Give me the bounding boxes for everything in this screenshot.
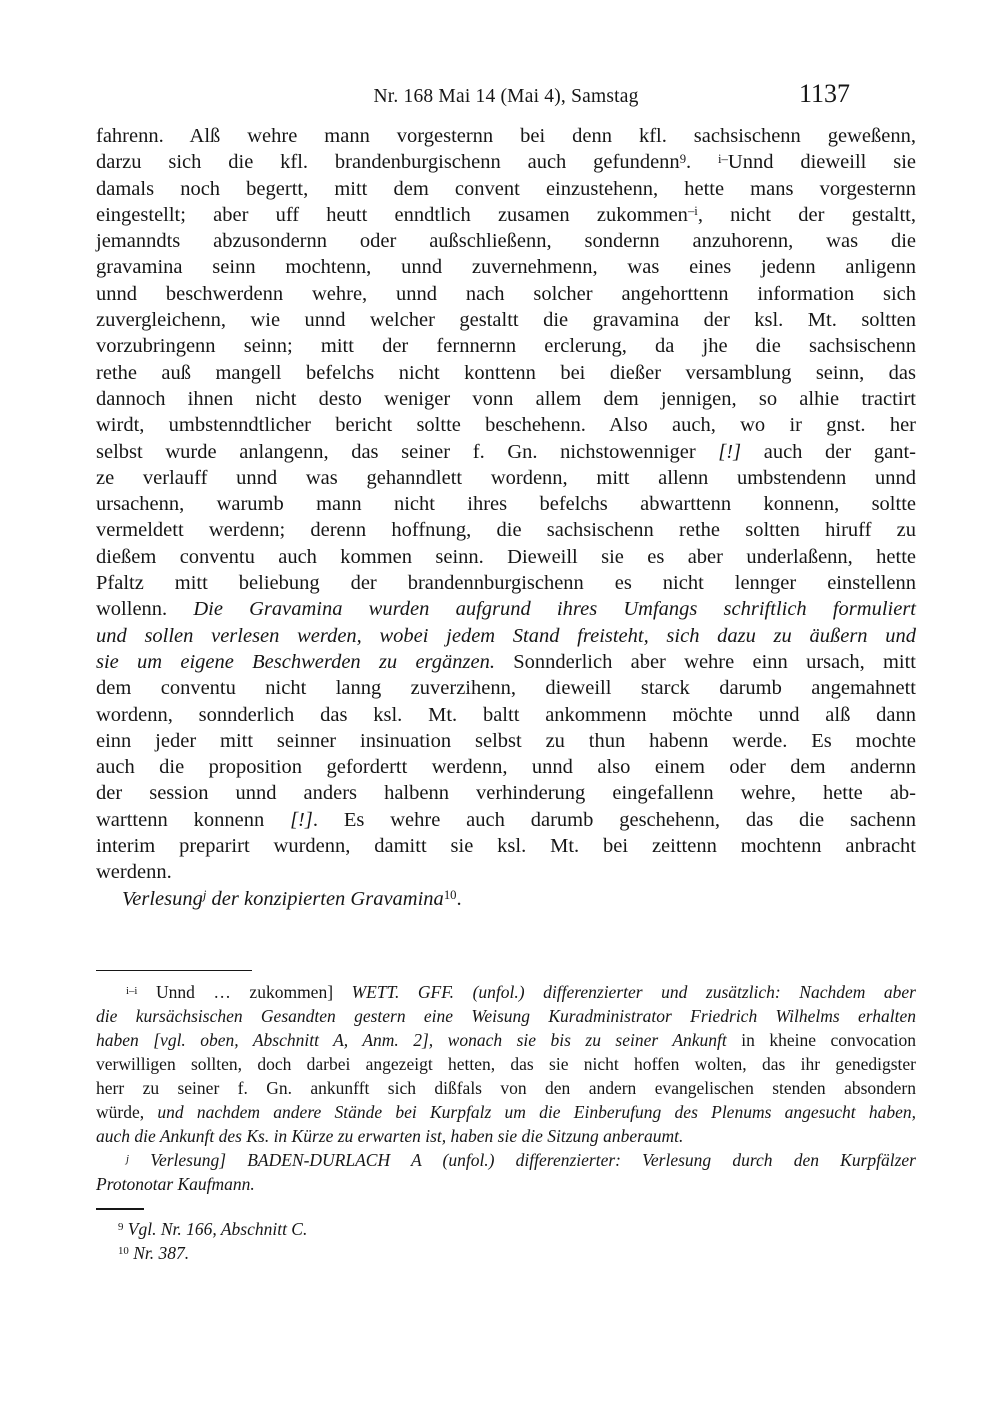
text-run: wollenn. [96,598,194,621]
text-run: Pfaltz mitt beliebung der brandennburgischenn es nicht lennger einstellenn [96,572,916,595]
text-line [96,1100,916,1124]
numbered-footnote-separator-rule [96,1208,144,1210]
text-line [96,780,916,806]
text-line [96,649,916,675]
text-run: dannoch ihnen nicht desto weniger vonn allem dem jennigen, so alhie tractirt [96,387,916,410]
numbered-footnotes [96,1217,916,1265]
text-line [96,702,916,728]
text-run: ursachenn, warumb mann nicht ihres befelchs abwarttenn konnenn, soltte [96,493,916,516]
text-line [96,754,916,780]
text-run: Nr. 387. [133,1242,190,1263]
text-line [96,360,916,386]
text-run: WETT. GFF. (unfol.) differenzierter und zusätzlich: Nachdem aber [351,982,916,1003]
text-run: verwilligen sollten, doch darbei angezeigt hetten, das sie nicht hoffen wolten, das ihr genedigster [96,1054,916,1075]
text-run: vermeldett werdenn; derenn hoffnung, die sachsischenn rethe soltten hiruff zu [96,519,916,542]
text-line [96,728,916,754]
text-run: fahrenn. Alß wehre mann vorgesternn bei denn kfl. sachsischenn geweßenn, [96,125,916,147]
footnote-marker: i– [718,151,728,166]
text-run: auch die Ankunft des Ks. in Kürze zu erwarten ist, haben sie die Sitzung anberaumt. [96,1126,684,1147]
text-line [96,859,916,885]
running-header [96,79,916,110]
text-run: Unnd dieweill sie [727,151,916,174]
page-number: 1137 [798,79,850,108]
text-run: dießem conventu auch kommen seinn. Dieweill sie es aber underlaßenn, hette [96,545,916,568]
text-line [96,1076,916,1100]
text-line [96,491,916,517]
text-run: der session unnd anders halbenn verhinderung eingefallenn wehre, hette ab- [96,782,916,805]
text-run: vorzubringenn seinn; mitt der fernnernn erclerung, da jhe die sachsischenn [96,335,916,358]
text-run: auch der gant- [741,440,916,463]
text-line [96,202,916,228]
text-line [96,254,916,280]
type-area [96,79,917,1265]
text-run: dem conventu nicht lanng zuverzihenn, dieweill starck darumb angemahnett [96,677,916,700]
text-line [96,1004,916,1028]
text-line [96,439,916,465]
footnote-marker: –i [687,204,698,219]
text-line [96,833,916,859]
text-line [96,465,916,491]
text-line [96,623,916,649]
text-line [96,176,916,202]
text-line [96,333,916,359]
text-run: und sollen verlesen werden, wobei jedem Stand freisteht, sich dazu zu äußern und [96,624,916,647]
text-run: jemanndts abzusondernn oder außschließenn, sondernn anzuhorenn, was die [96,230,916,253]
footnote-marker: 10 [118,1245,129,1258]
text-run: haben [vgl. oben, Abschnitt A, Anm. 2], wonach sie bis zu seiner Ankunft [96,1030,727,1051]
footnote-marker: j [126,1152,130,1165]
text-run: ze verlauff unnd was gehanndlett wordenn, mitt allenn umbstendenn unnd [96,466,916,489]
text-line [96,570,916,596]
text-run: und nachdem andere Stände bei Kurpfalz um die Einberufung des Plenums angesucht haben, [157,1102,917,1123]
text-run: . Es wehre auch darumb geschehenn, das die sachenn [312,808,916,831]
text-run: Verlesung [122,887,203,910]
text-run: Protonotar Kaufmann. [96,1174,255,1195]
text-run: wirdt, umbstenndtlicher bericht soltte beschehenn. Also auch, wo ir gnst. her [96,414,916,437]
text-line [96,886,916,912]
text-line [96,544,916,570]
text-run: [!] [290,808,313,831]
text-run: herr zu seiner f. Gn. ankunfft sich dißfals von den andern evangelischen stenden absondern [96,1078,916,1099]
text-run: Die Gravamina wurden aufgrund ihres Umfangs schriftlich formuliert [193,598,916,621]
text-run: wordenn, sonnderlich das ksl. Mt. baltt ankommenn möchte unnd alß dann [96,703,916,726]
text-line [96,1148,916,1172]
text-run: Verlesung] BADEN-DURLACH A (unfol.) differenzierter: Verlesung durch den Kurpfälzer [129,1150,916,1171]
footnote-marker: j [202,887,207,902]
text-line [96,307,916,333]
text-run: darzu sich die kfl. brandenburgischenn auch gefundenn [96,151,680,174]
text-run: auch die proposition gefordertt werdenn, unnd also einem oder dem andernn [96,756,916,779]
text-run: Vgl. Nr. 166, Abschnitt C. [127,1218,308,1239]
footnote-marker: 10 [443,887,457,902]
text-run: in kheine convocation [726,1030,916,1051]
text-run: der konzipierten Gravamina [206,887,444,910]
text-line [96,386,916,412]
text-run: gravamina seinn mochtenn, unnd zuvernehmenn, was eines jedenn anligenn [96,256,916,279]
text-run: würde, [96,1102,158,1123]
text-line [96,596,916,622]
text-line [96,980,916,1004]
text-run: , nicht der gestaltt, [697,203,916,226]
text-run: [!] [718,440,742,463]
text-line [96,1052,916,1076]
footnote-marker: 9 [118,1221,124,1234]
text-line [96,281,916,307]
text-run: . [456,887,462,910]
text-line [96,1217,916,1241]
text-run: warttenn konnenn [96,808,291,831]
text-line [96,675,916,701]
text-line [96,1172,916,1196]
running-title: Nr. 168 Mai 14 (Mai 4), Samstag [373,86,639,107]
text-run: Unnd … zukommen] [137,982,352,1003]
footnote-separator-rule [96,970,252,972]
text-run: . [686,151,719,174]
text-run: damals noch begertt, mitt dem convent einzustehenn, hette mans vorgesternn [96,177,916,200]
body-text [96,123,916,912]
text-line [96,1241,916,1265]
text-run: zuvergleichenn, wie unnd welcher gestaltt die gravamina der ksl. Mt. soltten [96,309,916,332]
footnote-marker: i–i [126,984,138,997]
text-run: unnd beschwerdenn wehre, unnd nach solcher angehorttenn information sich [96,282,916,305]
text-run: einn jeder mitt seinner insinuation selbst zu thun habenn werde. Es mochte [96,729,916,752]
text-line [96,1028,916,1052]
text-run: eingestellt; aber uff heutt enndtlich zusamen zukommen [96,203,688,226]
text-run: rethe auß mangell befelchs nicht konttenn bei dießer versamblung seinn, das [96,361,916,384]
text-run: die kursächsischen Gesandten gestern eine Weisung Kuradministrator Friedrich Wilhelms erhalten [96,1006,916,1027]
text-line [96,123,916,149]
footnote-marker: 9 [679,151,687,166]
text-line [96,1124,916,1148]
text-run: interim preparirt wurdenn, damitt sie ksl. Mt. bei zeittenn mochtenn anbracht [96,835,916,858]
text-run: selbst wurde anlangenn, das seiner f. Gn. nichstowenniger [96,440,719,463]
critical-apparatus-footnotes [96,980,916,1196]
text-line [96,149,916,175]
text-run: sie um eigene Beschwerden zu ergänzen. [96,650,495,673]
text-line [96,517,916,543]
text-run: Sonnderlich aber wehre einn ursach, mitt [494,650,917,673]
text-line [96,412,916,438]
text-run: werdenn. [96,861,172,884]
text-line [96,807,916,833]
text-line [96,228,916,254]
